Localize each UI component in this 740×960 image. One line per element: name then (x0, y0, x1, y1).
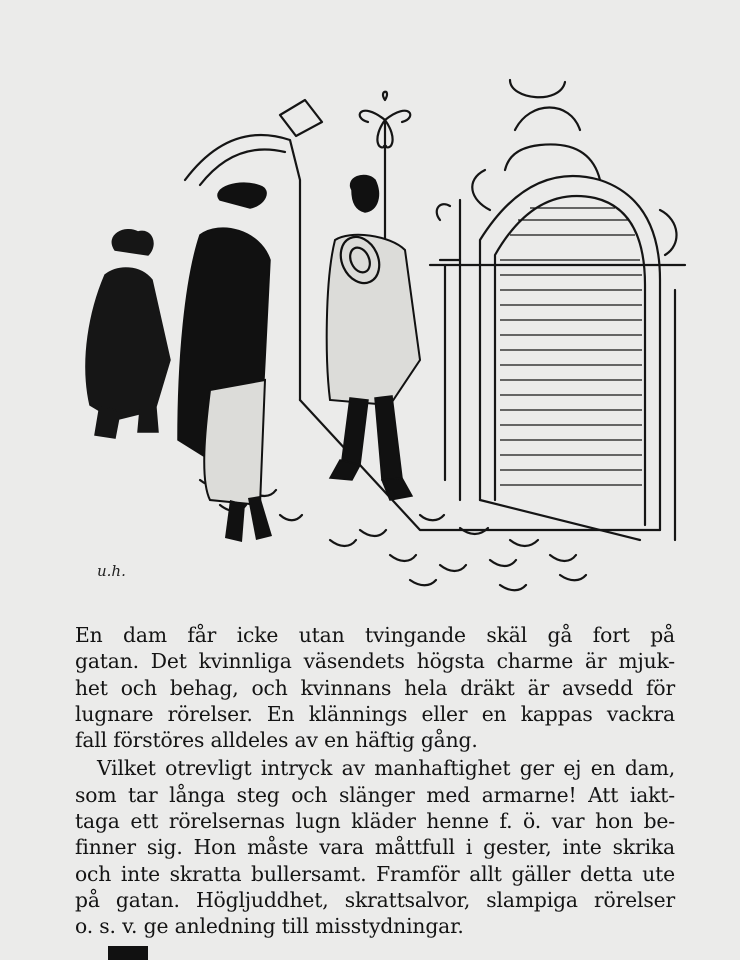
street-scene-illustration (60, 60, 700, 600)
next-page-heading-fragment (108, 946, 148, 960)
illustrator-signature: u.h. (97, 562, 126, 580)
text-line: som tar långa steg och slänger med armarne! Att iakt- (75, 782, 675, 807)
text-line: taga ett rörelsernas lugn kläder henne f. ö. var hon be- (75, 809, 675, 834)
body-text (75, 622, 675, 940)
text-line: finner sig. Hon måste vara måttfull i gester, inte skrika (75, 835, 675, 860)
text-line: och inte skratta bullersamt. Framför allt gäller detta ute (75, 861, 675, 886)
text-line: En dam får icke utan tvingande skäl gå fort på (75, 623, 675, 647)
text-line: på gatan. Högljuddhet, skrattsalvor, slampiga rörelser (75, 887, 675, 912)
text-line: het och behag, och kvinnans hela dräkt är avsedd för (75, 675, 675, 700)
text-line: lugnare rörelser. En klännings eller en kappas vackra (75, 701, 675, 726)
text-line: o. s. v. ge anledning till misstydningar. (75, 914, 464, 939)
paragraph-2 (75, 755, 675, 939)
text-line: gatan. Det kvinnliga väsendets högsta charme är mjuk- (75, 649, 675, 674)
text-line: fall förstöres alldeles av en häftig gång. (75, 728, 478, 753)
text-line: Vilket otrevligt intryck av manhaftighet ger ej en dam, (97, 756, 675, 781)
paragraph-1 (75, 622, 675, 753)
